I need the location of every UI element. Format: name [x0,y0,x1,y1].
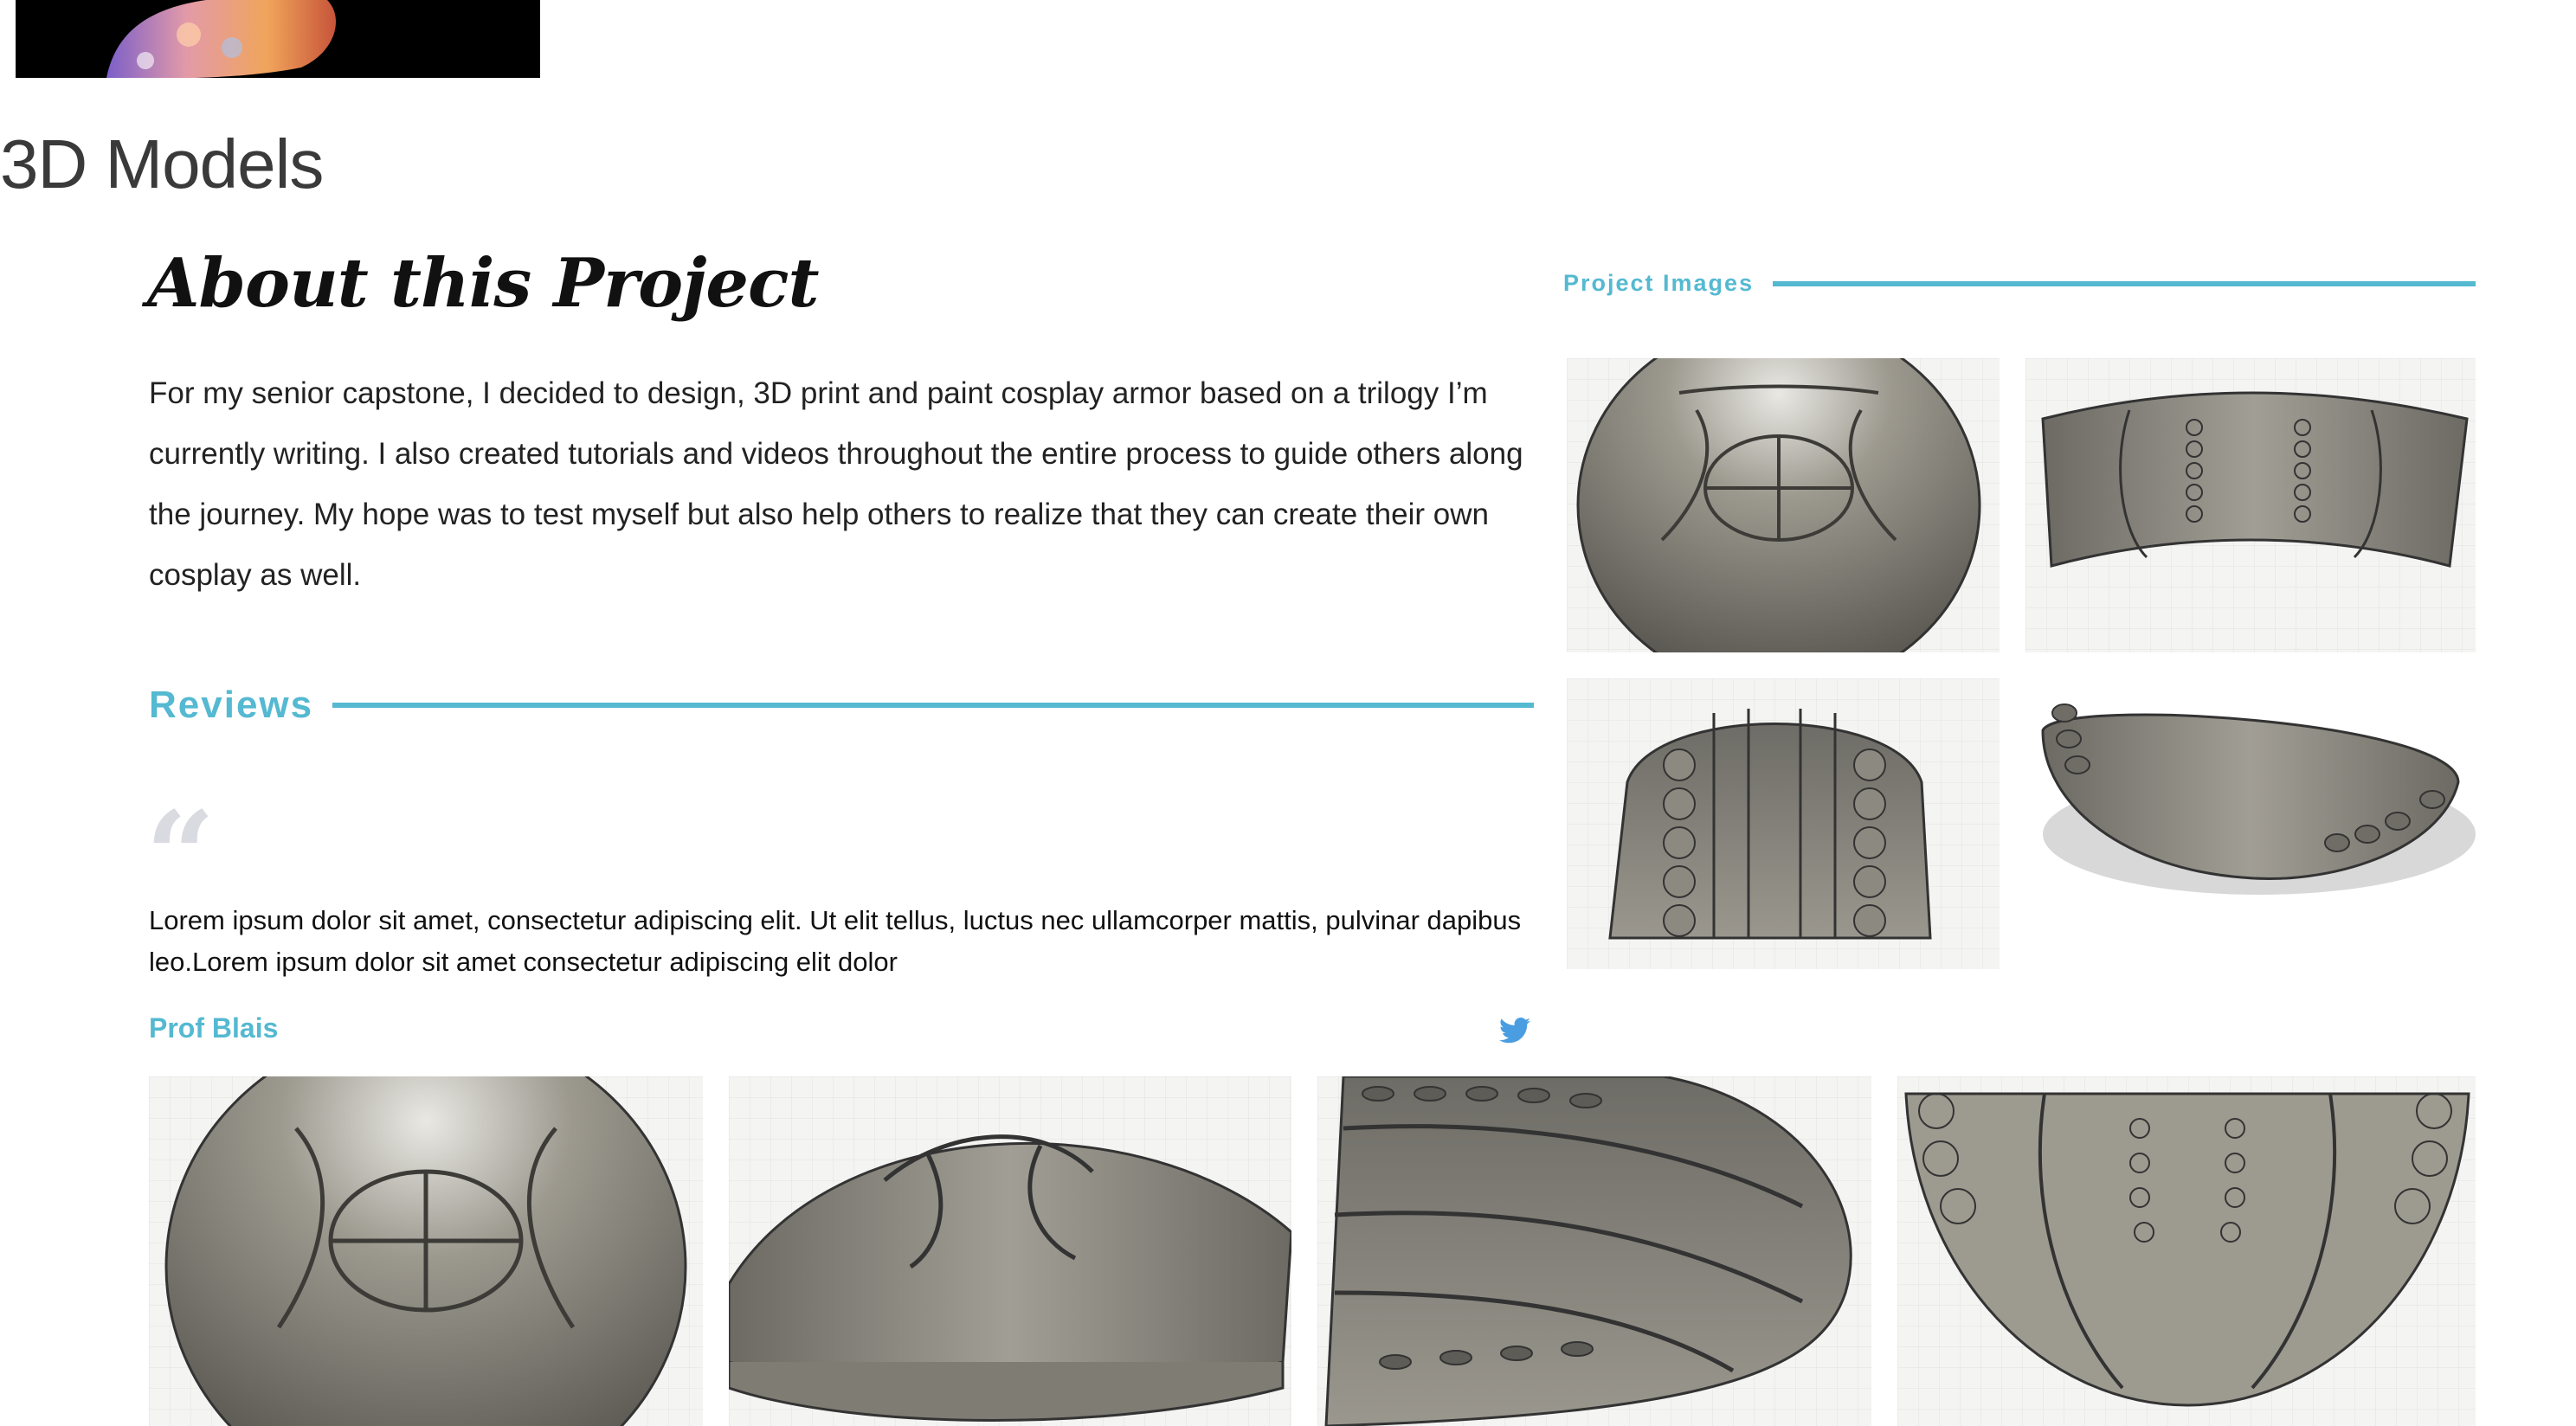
project-images-divider [1773,281,2476,286]
gallery-image-2[interactable] [729,1076,1291,1426]
gallery-image-3[interactable] [1317,1076,1871,1426]
page-title: 3D Models [0,125,324,202]
header-banner-image [16,0,540,78]
project-images-header [1563,270,2476,297]
reviews-section-header [149,684,1534,727]
project-image-2[interactable] [2025,358,2476,652]
review-text: Lorem ipsum dolor sit amet, consectetur adipiscing elit. Ut elit tellus, luctus nec ullamcorper mattis, pulvinar dapibus leo.Lorem ipsum dolor sit amet consectetur adipiscing elit dolor [149,905,1522,977]
review-author-link[interactable]: Prof Blais [149,1012,279,1044]
quote-icon: “ [145,786,216,928]
project-image-1[interactable] [1567,358,2000,652]
gallery-image-1[interactable] [149,1076,703,1426]
project-image-4[interactable] [2025,678,2476,969]
gallery-image-4[interactable] [1897,1076,2476,1426]
about-heading: About this Project [147,244,819,323]
twitter-icon[interactable] [1499,1018,1530,1047]
project-images-heading: Project Images [1563,270,1755,296]
reviews-divider [332,703,1534,708]
reviews-heading: Reviews [149,684,314,726]
project-image-3[interactable] [1567,678,2000,969]
about-paragraph: For my senior capstone, I decided to design, 3D print and paint cosplay armor based on a trilogy I’m currently writing. I also created tutorials and videos throughout the entire process to guide others along the journey. My hope was to test myself but also help others to realize that they can create their own cosplay as well. [149,376,1523,592]
